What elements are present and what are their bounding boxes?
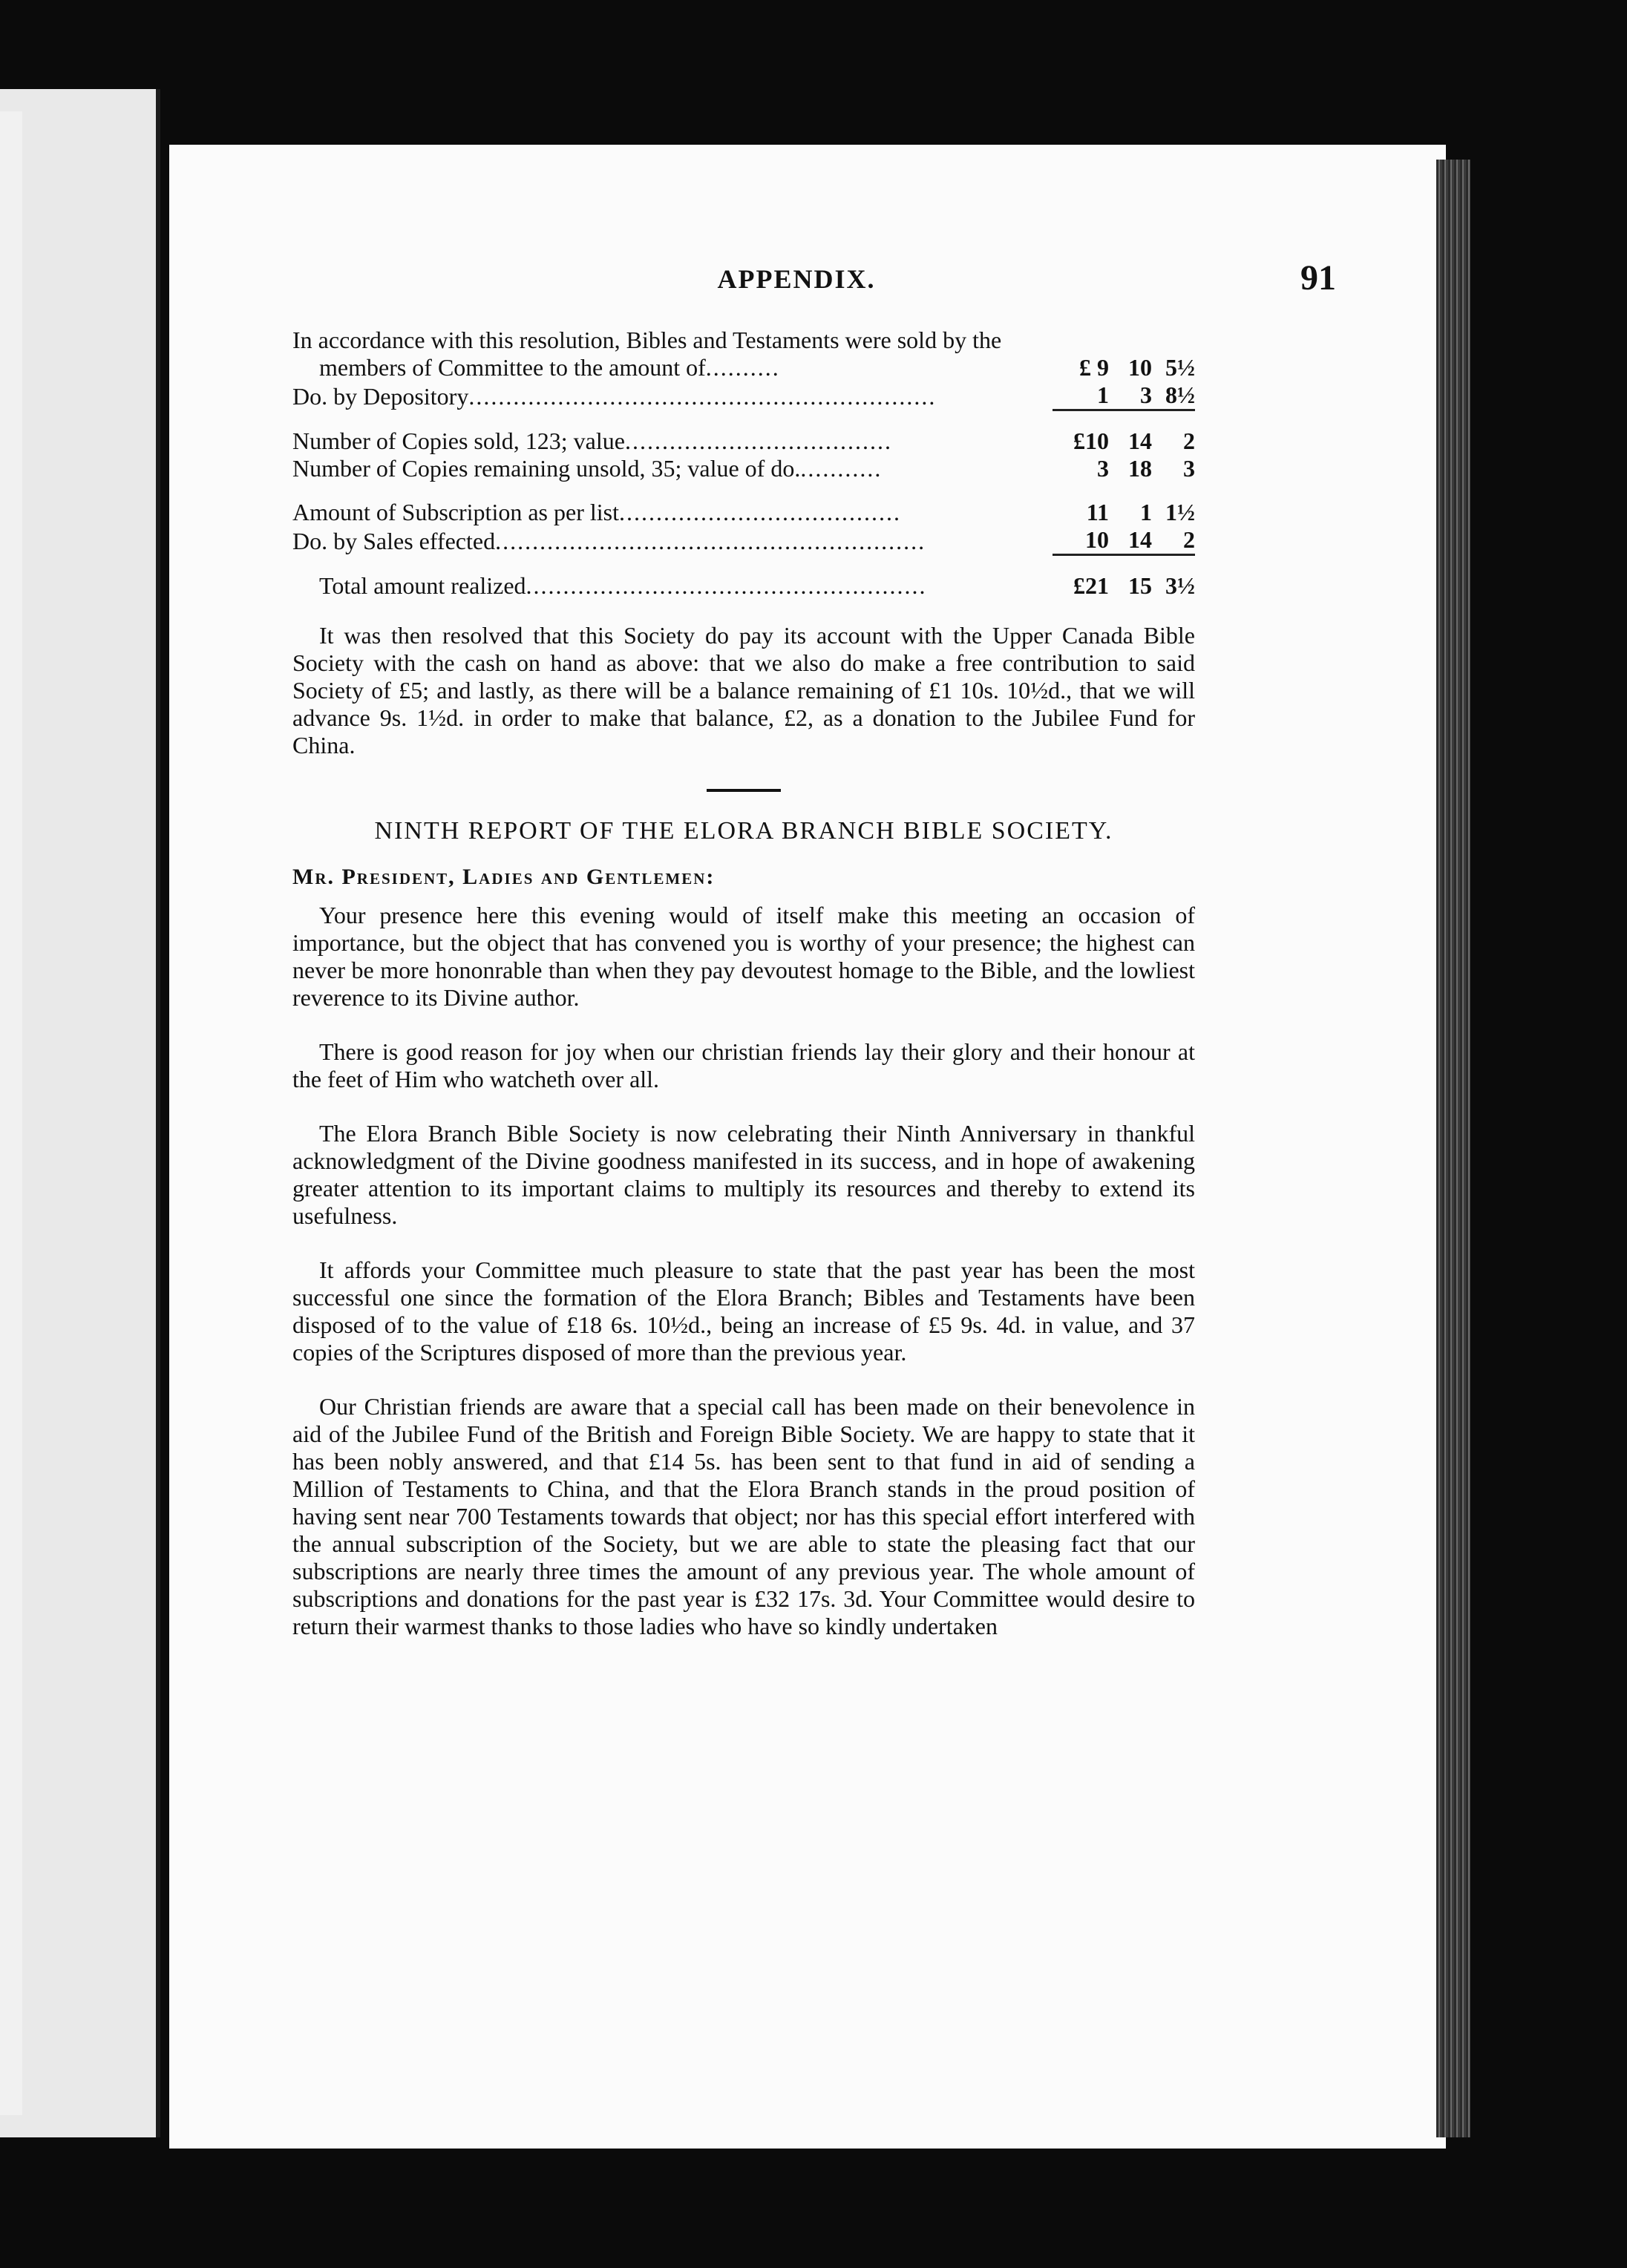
amount-pence: 5½ — [1165, 354, 1195, 381]
page-header — [169, 258, 1446, 308]
leader-dots: ...................................... — [618, 499, 901, 525]
section-divider — [707, 789, 781, 792]
row-description: In accordance with this resolution, Bibles and Testaments were sold by the members of Committee to the amount of — [292, 327, 1002, 381]
leader-dots: ............................................................... — [468, 382, 937, 410]
leader-dots: ...................................................... — [526, 572, 927, 599]
report-paragraph: There is good reason for joy when our christian friends lay their glory and their honour at the feet of Him who watcheth over all. — [292, 1038, 1195, 1092]
salutation: Mr. President, Ladies and Gentlemen: — [292, 865, 716, 889]
leader-dots: .......... — [705, 354, 780, 381]
running-title: APPENDIX. — [717, 264, 876, 294]
row-description: Do. by Depository — [292, 382, 469, 410]
page-content — [292, 327, 1195, 1640]
account-row — [292, 381, 1195, 410]
resolution-paragraph: It was then resolved that this Society do pay its account with the Upper Canada Bible Society with the cash on hand as above: that we also do make a free contribution to said Society of £5; and lastly, as there will be a balance remaining of £1 10s. 10½d., that we will advance 9s. 1½d. in order to make that balance, £2, as a donation to the Jubilee Fund for China. — [292, 622, 1195, 758]
account-row — [292, 327, 1195, 381]
amount-pounds: £ 9 — [1079, 354, 1109, 381]
amount-pence: 1½ — [1165, 499, 1195, 525]
amount-pounds: 11 — [1086, 499, 1109, 525]
row-description: Total amount realized — [319, 572, 526, 599]
amount-shillings: 15 — [1128, 572, 1152, 599]
report-paragraph: Your presence here this evening would of itself make this meeting an occasion of importance, but the object that has convened you is worthy of your presence; the highest can never be more hononrable than when they pay devoutest homage to the Bible, and the lowliest reverence to its Divine author. — [292, 902, 1195, 1011]
report-paragraph: The Elora Branch Bible Society is now celebrating their Ninth Anniversary in thankful acknowledgment of the Divine goodness manifested in its success, and in hope of awakening greater attention to its important claims to multiply its resources and thereby to extend its usefulness. — [292, 1120, 1195, 1229]
row-spacer — [292, 482, 1195, 499]
amount-pence: 3½ — [1165, 572, 1195, 599]
amount-shillings: 18 — [1128, 455, 1152, 482]
amount-pence: 8½ — [1165, 381, 1195, 408]
amount-shillings: 14 — [1128, 526, 1152, 553]
account-row — [292, 455, 1195, 482]
amount-pence: 2 — [1183, 526, 1195, 553]
amount-shillings: 1 — [1140, 499, 1152, 525]
amount-shillings: 14 — [1128, 427, 1152, 454]
report-paragraph: It affords your Committee much pleasure to state that the past year has been the most successful one since the formation of the Elora Branch; Bibles and Testaments have been disposed of to the value of £18 6s. 10½d., being an increase of £5 9s. 4d. in value, and 37 copies of the Scriptures disposed of more than the previous year. — [292, 1256, 1195, 1366]
row-description: Do. by Sales effected — [292, 527, 496, 554]
report-heading: NINTH REPORT OF THE ELORA BRANCH BIBLE SOCIETY. — [374, 817, 1113, 845]
sum-rule — [292, 410, 1195, 428]
accounts-table — [292, 327, 1195, 600]
row-description: Amount of Subscription as per list — [292, 499, 619, 525]
amount-shillings: 10 — [1128, 354, 1152, 381]
amount-pence: 3 — [1183, 455, 1195, 482]
amount-pence: 2 — [1183, 427, 1195, 454]
page-stack-edge — [1436, 160, 1470, 2137]
account-row — [292, 427, 1195, 455]
amount-pounds: 10 — [1085, 526, 1109, 553]
row-description: Number of Copies sold, 123; value — [292, 427, 625, 454]
book-page — [169, 145, 1446, 2149]
account-row — [292, 526, 1195, 555]
amount-pounds: 3 — [1097, 455, 1109, 482]
amount-pounds: £10 — [1073, 427, 1109, 454]
facing-page — [0, 89, 160, 2137]
sum-rule — [292, 555, 1195, 573]
amount-shillings: 3 — [1140, 381, 1152, 408]
facing-page-edge — [0, 111, 22, 2115]
account-row — [292, 499, 1195, 526]
leader-dots: ........... — [800, 455, 883, 482]
row-description: Number of Copies remaining unsold, 35; value of do. — [292, 455, 801, 482]
amount-pounds: £21 — [1073, 572, 1109, 599]
amount-pounds: 1 — [1097, 381, 1109, 408]
total-row — [292, 572, 1195, 600]
leader-dots: .................................... — [624, 427, 892, 454]
leader-dots: .......................................................... — [495, 527, 926, 554]
page-number: 91 — [1300, 258, 1336, 298]
report-paragraph: Our Christian friends are aware that a special call has been made on their benevolence in aid of the Jubilee Fund of the British and Foreign Bible Society. We are happy to state that it has been nobly answered, and that £14 5s. has been sent to that fund in aid of sending a Million of Testaments to China, and that the Elora Branch stands in the proud position of having sent near 700 Testaments towards that object; nor has this special effort interfered with the annual subscription of the Society, but we are able to state the pleasing fact that our subscriptions are nearly three times the amount of any previous year. The whole amount of subscriptions and donations for the past year is £32 17s. 3d. Your Committee would desire to return their warmest thanks to those ladies who have so kindly undertaken — [292, 1393, 1195, 1639]
